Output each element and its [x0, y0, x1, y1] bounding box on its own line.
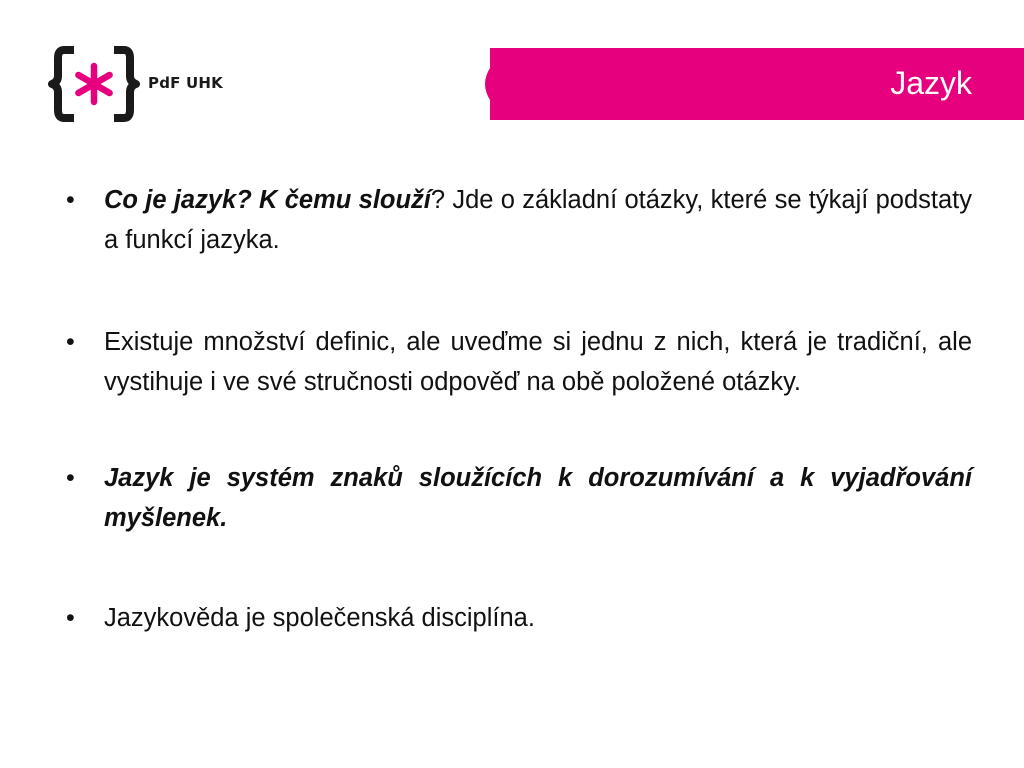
bullet-item	[62, 322, 972, 402]
curly-braces-asterisk-icon	[48, 46, 140, 122]
bullet-emphasis: Jazyk je systém znaků sloužících k dorozumívání a k vyjadřování myšlenek.	[104, 464, 972, 532]
bullet-text: Existuje množství definic, ale uveďme si jednu z nich, která je tradiční, ale vystihuje i ve své stručnosti odpověď na obě položené otázky.	[104, 328, 972, 396]
bullet-list	[62, 180, 972, 638]
bullet-item	[62, 180, 972, 260]
logo-text: PdF UHK	[148, 74, 223, 92]
bullet-text: Jazykověda je společenská disciplína.	[104, 604, 535, 632]
bullet-item	[62, 458, 972, 538]
pdf-uhk-logo	[48, 46, 248, 122]
slide-title: Jazyk	[890, 65, 972, 101]
bullet-item	[62, 598, 972, 638]
title-banner	[476, 48, 1024, 120]
bullet-emphasis: Co je jazyk? K čemu slouží	[104, 186, 431, 214]
bullet-text: ? Jde o základní otázky, které se týkají podstaty a funkcí jazyka.	[104, 186, 972, 254]
